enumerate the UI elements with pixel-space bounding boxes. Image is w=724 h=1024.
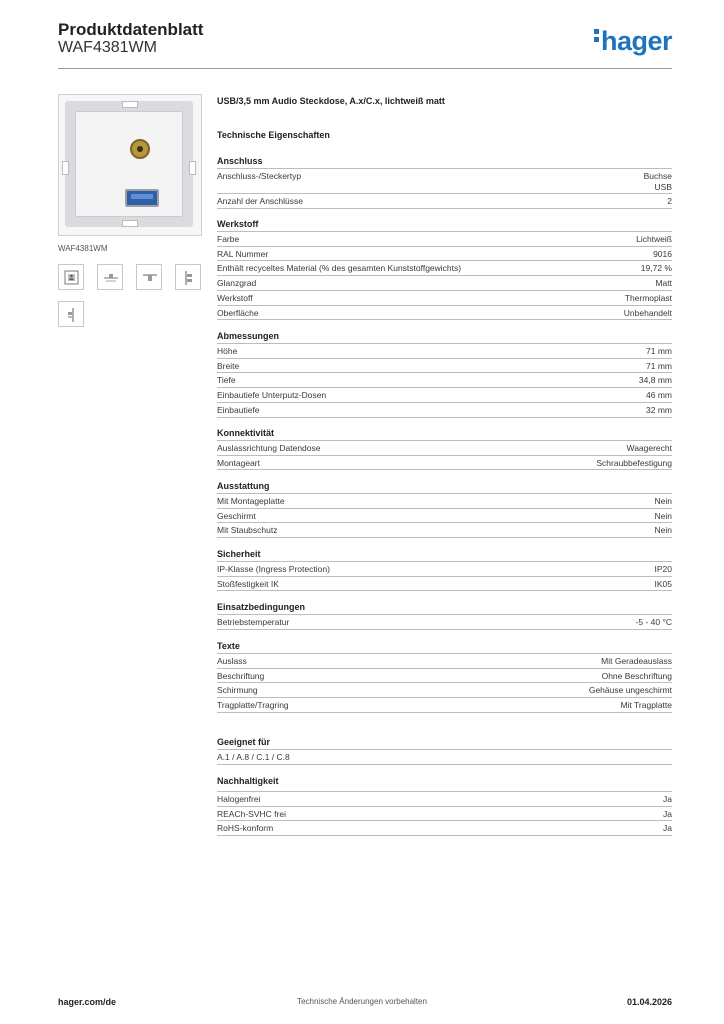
spec-label: A.1 / A.8 / C.1 / C.8: [217, 752, 290, 762]
spec-row: [217, 290, 672, 304]
product-description: USB/3,5 mm Audio Steckdose, A.x/C.x, lichtweiß matt: [217, 96, 445, 106]
spec-row: [217, 522, 672, 536]
spec-label: IP-Klasse (Ingress Protection): [217, 564, 330, 574]
spec-row: [217, 372, 672, 386]
spec-row: [217, 820, 672, 834]
spec-label: Werkstoff: [217, 292, 253, 303]
section-end-rule: [217, 835, 672, 836]
spec-row: [217, 806, 672, 820]
spec-row: [217, 275, 672, 289]
section-end-rule: [217, 208, 672, 209]
frame-clip: [122, 101, 138, 108]
spec-label: Einbautiefe: [217, 404, 260, 415]
spec-label: Auslass: [217, 656, 247, 666]
spec-row: [217, 343, 672, 357]
spec-value: Nein: [654, 525, 672, 536]
footer-date: 01.04.2026: [626, 997, 672, 1007]
spec-label: Tragplatte/Tragring: [217, 700, 289, 711]
spec-value: Nein: [654, 510, 672, 521]
spec-label: REACh-SVHC frei: [217, 808, 286, 819]
section-title: Ausstattung: [217, 481, 270, 491]
spec-row: [217, 387, 672, 401]
cover-plate: [75, 111, 183, 217]
section-title: Texte: [217, 641, 240, 651]
spec-label: Glanzgrad: [217, 278, 257, 289]
spec-row: [217, 561, 672, 575]
spec-label: Mit Montageplatte: [217, 496, 285, 506]
section-title: Geeignet für: [217, 737, 271, 747]
usb-port-icon: [125, 189, 159, 207]
section-end-rule: [217, 590, 672, 591]
spec-value: Nein: [654, 496, 672, 506]
spec-label: Tiefe: [217, 375, 236, 386]
frame-clip: [122, 220, 138, 227]
spec-row: [217, 493, 672, 507]
spec-row: [217, 402, 672, 416]
audio-jack-icon: [130, 139, 150, 159]
spec-value: 46 mm: [646, 390, 672, 401]
frame-clip: [189, 161, 196, 175]
spec-value: Mit Tragplatte: [620, 700, 672, 711]
product-image: [58, 94, 202, 236]
section-title: Konnektivität: [217, 428, 275, 438]
logo-dots-icon: [594, 29, 599, 45]
spec-value: Matt: [655, 278, 672, 289]
spec-row: [217, 231, 672, 245]
spec-value: Gehäuse ungeschirmt: [588, 685, 672, 696]
spec-label: Höhe: [217, 346, 238, 356]
spec-label: Stoßfestigkeit IK: [217, 578, 279, 589]
spec-value: Schraubbefestigung: [596, 457, 672, 468]
spec-label: Halogenfrei: [217, 794, 261, 804]
spec-value: Ja: [663, 794, 672, 804]
spec-value: -5 - 40 °C: [635, 617, 672, 627]
spec-row: [217, 168, 672, 193]
tech-properties-heading: Technische Eigenschaften: [217, 130, 330, 140]
footer-website[interactable]: hager.com/de: [58, 997, 117, 1007]
spec-value: Unbehandelt: [623, 307, 672, 318]
frame-clip: [62, 161, 69, 175]
section-end-rule: [217, 319, 672, 320]
section-end-rule: [217, 712, 672, 713]
spec-value: Waagerecht: [626, 443, 672, 453]
spec-label: Anzahl der Anschlüsse: [217, 196, 303, 206]
spec-row: [217, 791, 672, 805]
spec-value: Ja: [663, 808, 672, 819]
top-profile-icon[interactable]: [136, 264, 162, 290]
image-caption: WAF4381WM: [58, 244, 108, 253]
section-title: Anschluss: [217, 156, 263, 166]
spec-value: Buchse USB: [643, 171, 672, 192]
spec-label: Schirmung: [217, 685, 258, 696]
spec-value: 9016: [653, 248, 672, 259]
spec-row: [217, 668, 672, 682]
header-divider: [58, 68, 672, 69]
cover-frame: [65, 101, 193, 227]
section-end-rule: [217, 537, 672, 538]
spec-label: Anschluss-/Steckertyp: [217, 171, 302, 181]
spec-label: Beschriftung: [217, 670, 265, 681]
section-title: Werkstoff: [217, 219, 259, 229]
spec-label: Geschirmt: [217, 510, 256, 521]
spec-value: 32 mm: [646, 404, 672, 415]
spec-label: RAL Nummer: [217, 248, 269, 259]
spec-value: 71 mm: [646, 360, 672, 371]
spec-row: [217, 260, 672, 274]
spec-row: [217, 682, 672, 696]
section-end-rule: [217, 764, 672, 765]
spec-label: Einbautiefe Unterputz-Dosen: [217, 390, 327, 401]
spec-row: [217, 697, 672, 711]
section-title: Einsatzbedingungen: [217, 602, 306, 612]
spec-label: Oberfläche: [217, 307, 259, 318]
spec-label: Montageart: [217, 457, 260, 468]
spec-value: IK05: [654, 578, 672, 589]
spec-value: Thermoplast: [624, 292, 672, 303]
spec-value: Lichtweiß: [636, 234, 672, 244]
section-end-rule: [217, 629, 672, 630]
spec-value: Ohne Beschriftung: [601, 670, 672, 681]
mounting-icon[interactable]: [58, 301, 84, 327]
spec-label: RoHS-konform: [217, 823, 274, 834]
spec-row: [217, 508, 672, 522]
spec-label: Enthält recyceltes Material (% des gesamten Kunststoffgewichts): [217, 263, 462, 274]
document-title: Produktdatenblatt: [58, 20, 204, 39]
spec-label: Breite: [217, 360, 240, 371]
spec-value: 19,72 %: [640, 263, 672, 274]
spec-row: [217, 576, 672, 590]
spec-value: IP20: [654, 564, 672, 574]
side-profile-icon[interactable]: [97, 264, 123, 290]
spec-row: [217, 305, 672, 319]
hager-logo: [594, 26, 672, 57]
section-end-rule: [217, 417, 672, 418]
spec-row: [217, 358, 672, 372]
spec-value: 71 mm: [646, 346, 672, 356]
spec-label: Auslassrichtung Datendose: [217, 443, 321, 453]
spec-value: 34,8 mm: [638, 375, 672, 386]
logo-text: hager: [600, 26, 672, 56]
spec-value: Mit Geradeauslass: [601, 656, 672, 666]
section-title: Abmessungen: [217, 331, 280, 341]
spec-row: [217, 749, 672, 762]
spec-row: [217, 246, 672, 260]
section-end-rule: [217, 469, 672, 470]
front-view-icon[interactable]: [58, 264, 84, 290]
side-view-icon[interactable]: [175, 264, 201, 290]
spec-label: Betriebstemperatur: [217, 617, 290, 627]
spec-row: [217, 653, 672, 667]
spec-row: [217, 614, 672, 628]
footer-notice: Technische Änderungen vorbehalten: [297, 997, 427, 1006]
section-title: Sicherheit: [217, 549, 261, 559]
spec-row: [217, 440, 672, 454]
spec-row: [217, 455, 672, 469]
spec-label: Mit Staubschutz: [217, 525, 278, 536]
spec-value: Ja: [663, 823, 672, 834]
spec-row: [217, 193, 672, 207]
spec-value: 2: [667, 196, 672, 206]
product-code: WAF4381WM: [58, 39, 157, 56]
spec-label: Farbe: [217, 234, 240, 244]
section-title: Nachhaltigkeit: [217, 776, 279, 786]
